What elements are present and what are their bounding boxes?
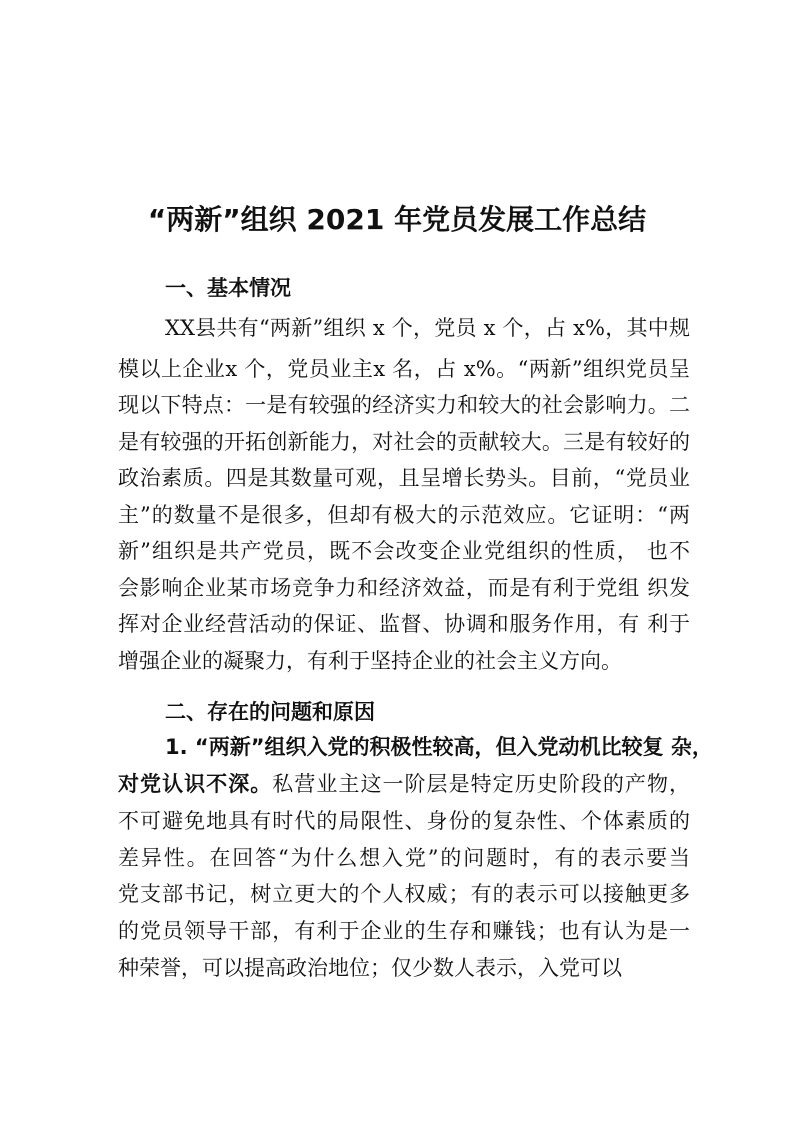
paragraph-line: 政治素质。四是其数量可观，且呈增长势头。目前，“党员业 xyxy=(118,466,690,490)
subheading-line-end: 对党认识不深。 xyxy=(118,772,273,796)
section-heading-basic-situation: 一、基本情况 xyxy=(165,276,291,300)
paragraph-line: 的党员领导干部，有利于企业的生存和赚钱；也有认为是一 xyxy=(118,919,690,943)
paragraph-line: 主”的数量不是很多，但却有极大的示范效应。它证明：“两 xyxy=(118,503,690,527)
paragraph-line: 党支部书记，树立更大的个人权威；有的表示可以接触更多 xyxy=(118,882,690,906)
paragraph-line xyxy=(118,770,690,798)
section-heading-problems: 二、存在的问题和原因 xyxy=(165,700,375,724)
paragraph-line: 新”组织是共产党员，既不会改变企业党组织的性质， 也不 xyxy=(118,539,690,563)
document-title: “两新”组织 2021 年党员发展工作总结 xyxy=(147,203,647,236)
paragraph-line: XX县共有“两新”组织 x 个，党员 x 个，占 x%，其中规 xyxy=(165,316,690,340)
subheading-line: 1. “两新”组织入党的积极性较高，但入党动机比较复 杂， xyxy=(165,735,713,759)
paragraph-text: 私营业主这一阶层是特定历史阶段的产物， xyxy=(272,772,690,796)
paragraph-line: 差异性。在回答“为什么想入党”的问题时，有的表示要当 xyxy=(118,846,690,870)
paragraph-line: 挥对企业经营活动的保证、监督、协调和服务作用，有 利于 xyxy=(118,612,690,636)
paragraph-line: 增强企业的凝聚力，有利于坚持企业的社会主义方向。 xyxy=(118,649,622,673)
paragraph-line: 会影响企业某市场竞争力和经济效益，而是有利于党组 织发 xyxy=(118,576,690,600)
paragraph-line: 模以上企业x 个，党员业主x 名，占 x%。“两新”组织党员呈 xyxy=(118,357,690,381)
paragraph-line: 不可避免地具有时代的局限性、身份的复杂性、个体素质的 xyxy=(118,809,690,833)
paragraph-line: 现以下特点：一是有较强的经济实力和较大的社会影响力。二 xyxy=(118,393,690,417)
paragraph-line: 种荣誉，可以提高政治地位；仅少数人表示，入党可以 xyxy=(118,956,622,980)
paragraph-line: 是有较强的开拓创新能力，对社会的贡献较大。三是有较好的 xyxy=(118,430,690,454)
